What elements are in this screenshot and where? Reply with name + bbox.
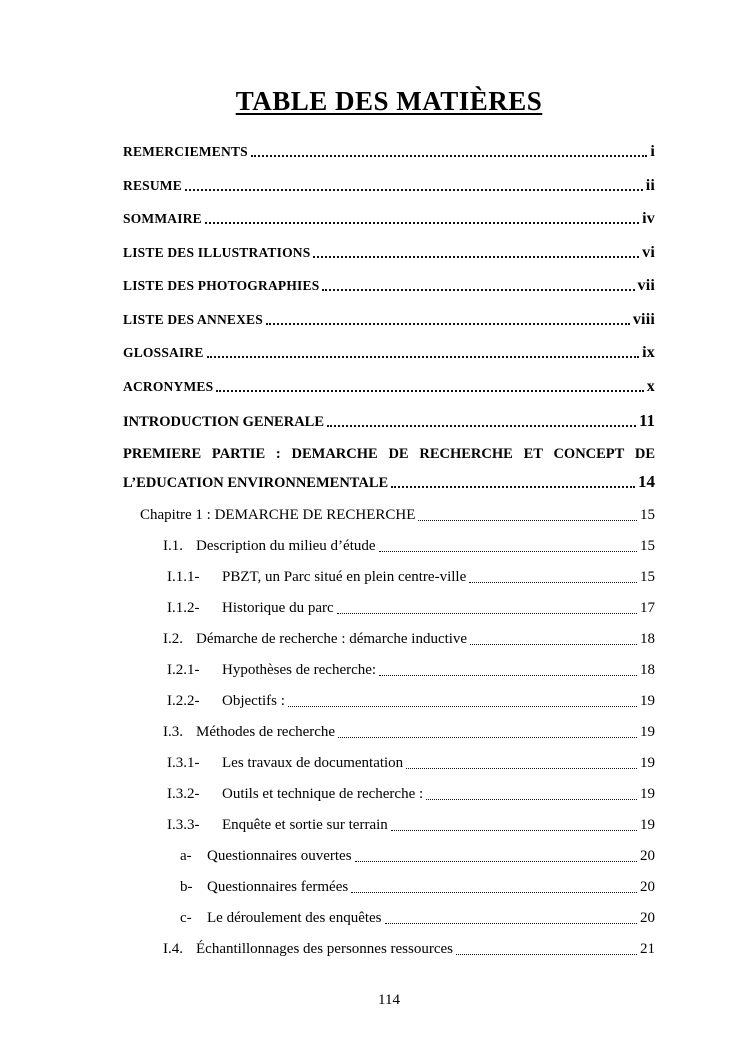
toc-entry-page: 19 bbox=[640, 786, 655, 802]
toc-entry bbox=[123, 378, 655, 396]
toc-entry-number: I.1. bbox=[163, 538, 183, 554]
toc-entry bbox=[123, 411, 655, 431]
toc-entry-page: 15 bbox=[640, 569, 655, 585]
toc-entry bbox=[123, 244, 655, 262]
leader-dots bbox=[337, 613, 637, 614]
toc-entry-page: 19 bbox=[640, 755, 655, 771]
leader-dots bbox=[391, 486, 635, 488]
toc-entry-page: ii bbox=[645, 176, 655, 194]
footer-page-number: 114 bbox=[378, 992, 400, 1008]
toc-entry bbox=[123, 817, 655, 834]
leader-dots bbox=[469, 582, 637, 583]
toc-entry-page: i bbox=[650, 143, 655, 160]
toc-entry-label: INTRODUCTION GENERALE bbox=[123, 414, 325, 430]
toc-entry-page: x bbox=[646, 377, 655, 395]
toc-entry bbox=[123, 143, 655, 161]
toc-entry-page: 20 bbox=[640, 879, 655, 895]
toc-entry-label: Description du milieu d’étude bbox=[196, 538, 376, 554]
toc-entry bbox=[123, 210, 655, 228]
toc-entry bbox=[123, 600, 655, 617]
leader-dots bbox=[327, 425, 636, 427]
toc-entry-label: Questionnaires fermées bbox=[207, 879, 349, 895]
toc-entry-label: PBZT, un Parc situé en plein centre-ville bbox=[222, 569, 467, 585]
toc-entry bbox=[123, 344, 655, 362]
toc-entry-number: I.1.1- bbox=[167, 569, 200, 585]
toc-entry-label: LISTE DES PHOTOGRAPHIES bbox=[123, 278, 320, 293]
leader-dots bbox=[322, 289, 634, 291]
toc-entry-page: 17 bbox=[640, 600, 655, 616]
toc-entry-page: iv bbox=[642, 210, 655, 227]
toc-entry-page: 20 bbox=[640, 848, 655, 864]
toc-entry bbox=[123, 724, 655, 741]
toc-entry bbox=[123, 941, 655, 958]
toc-entry-label: PREMIERE PARTIE : DEMARCHE DE RECHERCHE ET CONCEPT DE bbox=[123, 446, 655, 462]
toc-entry-label: Enquête et sortie sur terrain bbox=[222, 817, 388, 833]
leader-dots bbox=[288, 706, 637, 707]
toc-entry-label: Démarche de recherche : démarche inductive bbox=[196, 631, 468, 647]
toc-entry-label: Chapitre 1 : DEMARCHE DE RECHERCHE bbox=[140, 507, 416, 523]
toc-entry bbox=[123, 311, 655, 329]
toc-entry-page: 19 bbox=[640, 817, 655, 833]
toc-entry bbox=[123, 693, 655, 710]
toc-entry bbox=[123, 786, 655, 803]
toc-entry-number: I.3.2- bbox=[167, 786, 200, 802]
toc-entry-page: vii bbox=[637, 277, 655, 294]
toc-entry bbox=[123, 631, 655, 648]
toc-entry-label: Méthodes de recherche bbox=[196, 724, 336, 740]
toc-entry-label: Questionnaires ouvertes bbox=[207, 848, 352, 864]
toc-entry-number: I.1.2- bbox=[167, 600, 200, 616]
leader-dots bbox=[418, 520, 637, 521]
leader-dots bbox=[456, 954, 637, 955]
toc-entry-page: 21 bbox=[640, 941, 655, 957]
leader-dots bbox=[207, 356, 640, 358]
toc-entry-number: b- bbox=[180, 879, 193, 895]
toc-entry-label: SOMMAIRE bbox=[123, 211, 202, 226]
toc-entry-label: GLOSSAIRE bbox=[123, 345, 204, 360]
toc-entry-number: I.3. bbox=[163, 724, 183, 740]
leader-dots bbox=[216, 390, 643, 392]
toc-entry bbox=[123, 277, 655, 295]
toc-entry-page: 15 bbox=[640, 507, 655, 523]
toc-entry-number: a- bbox=[180, 848, 192, 864]
toc-entry bbox=[123, 662, 655, 679]
toc-entry-label: LISTE DES ANNEXES bbox=[123, 311, 263, 327]
toc-entry-label: Objectifs : bbox=[222, 693, 285, 709]
toc-entry-page: 19 bbox=[640, 724, 655, 740]
leader-dots bbox=[406, 768, 637, 769]
leader-dots bbox=[185, 189, 643, 191]
toc-entry-number: I.2.1- bbox=[167, 662, 200, 678]
leader-dots bbox=[338, 737, 637, 738]
leader-dots bbox=[391, 830, 637, 831]
toc-entry-page: viii bbox=[632, 310, 655, 328]
toc-entry-number: I.2. bbox=[163, 631, 183, 647]
toc-entry-number: I.3.3- bbox=[167, 817, 200, 833]
toc-entry-page: 19 bbox=[640, 693, 655, 709]
leader-dots bbox=[313, 256, 639, 258]
leader-dots bbox=[470, 644, 637, 645]
toc-list bbox=[123, 143, 655, 958]
toc-entry-label: L’EDUCATION ENVIRONNEMENTALE bbox=[123, 475, 389, 491]
toc-entry-label: ACRONYMES bbox=[123, 378, 214, 394]
toc-entry-page: vi bbox=[642, 243, 655, 261]
toc-entry-label: Hypothèses de recherche: bbox=[222, 662, 377, 678]
leader-dots bbox=[251, 155, 647, 157]
toc-entry-label: Le déroulement des enquêtes bbox=[207, 910, 382, 926]
toc-entry-number: I.2.2- bbox=[167, 693, 200, 709]
leader-dots bbox=[379, 675, 637, 676]
toc-entry-label: LISTE DES ILLUSTRATIONS bbox=[123, 244, 311, 260]
toc-entry-number: I.4. bbox=[163, 941, 183, 957]
toc-entry bbox=[123, 538, 655, 555]
leader-dots bbox=[205, 222, 639, 224]
toc-entry bbox=[123, 569, 655, 586]
leader-dots bbox=[385, 923, 637, 924]
toc-entry-page: 18 bbox=[640, 631, 655, 647]
toc-entry-label: Outils et technique de recherche : bbox=[222, 786, 424, 802]
toc-entry-label: Les travaux de documentation bbox=[222, 755, 404, 771]
toc-entry bbox=[123, 177, 655, 195]
toc-entry-label: Échantillonnages des personnes ressources bbox=[196, 941, 454, 957]
toc-entry-page: 15 bbox=[640, 538, 655, 554]
toc-entry-page: ix bbox=[642, 344, 655, 361]
toc-entry bbox=[123, 848, 655, 865]
toc-entry-page: 18 bbox=[640, 662, 655, 678]
leader-dots bbox=[379, 551, 637, 552]
leader-dots bbox=[266, 323, 630, 325]
toc-entry-page: 20 bbox=[640, 910, 655, 926]
leader-dots bbox=[355, 861, 637, 862]
toc-entry bbox=[123, 507, 655, 524]
toc-entry-label: Historique du parc bbox=[222, 600, 334, 616]
toc-entry-line2 bbox=[123, 472, 655, 492]
toc-entry bbox=[123, 879, 655, 896]
toc-entry bbox=[123, 755, 655, 772]
leader-dots bbox=[351, 892, 637, 893]
toc-entry-page: 11 bbox=[638, 411, 655, 430]
toc-entry-number: c- bbox=[180, 910, 192, 926]
toc-entry-label: RESUME bbox=[123, 177, 182, 193]
toc-entry-number: I.3.1- bbox=[167, 755, 200, 771]
leader-dots bbox=[426, 799, 637, 800]
toc-entry bbox=[123, 446, 655, 492]
toc-entry-label: REMERCIEMENTS bbox=[123, 144, 248, 159]
page-title: TABLE DES MATIÈRES bbox=[235, 86, 543, 116]
toc-entry-page: 14 bbox=[638, 472, 655, 491]
toc-entry bbox=[123, 910, 655, 927]
